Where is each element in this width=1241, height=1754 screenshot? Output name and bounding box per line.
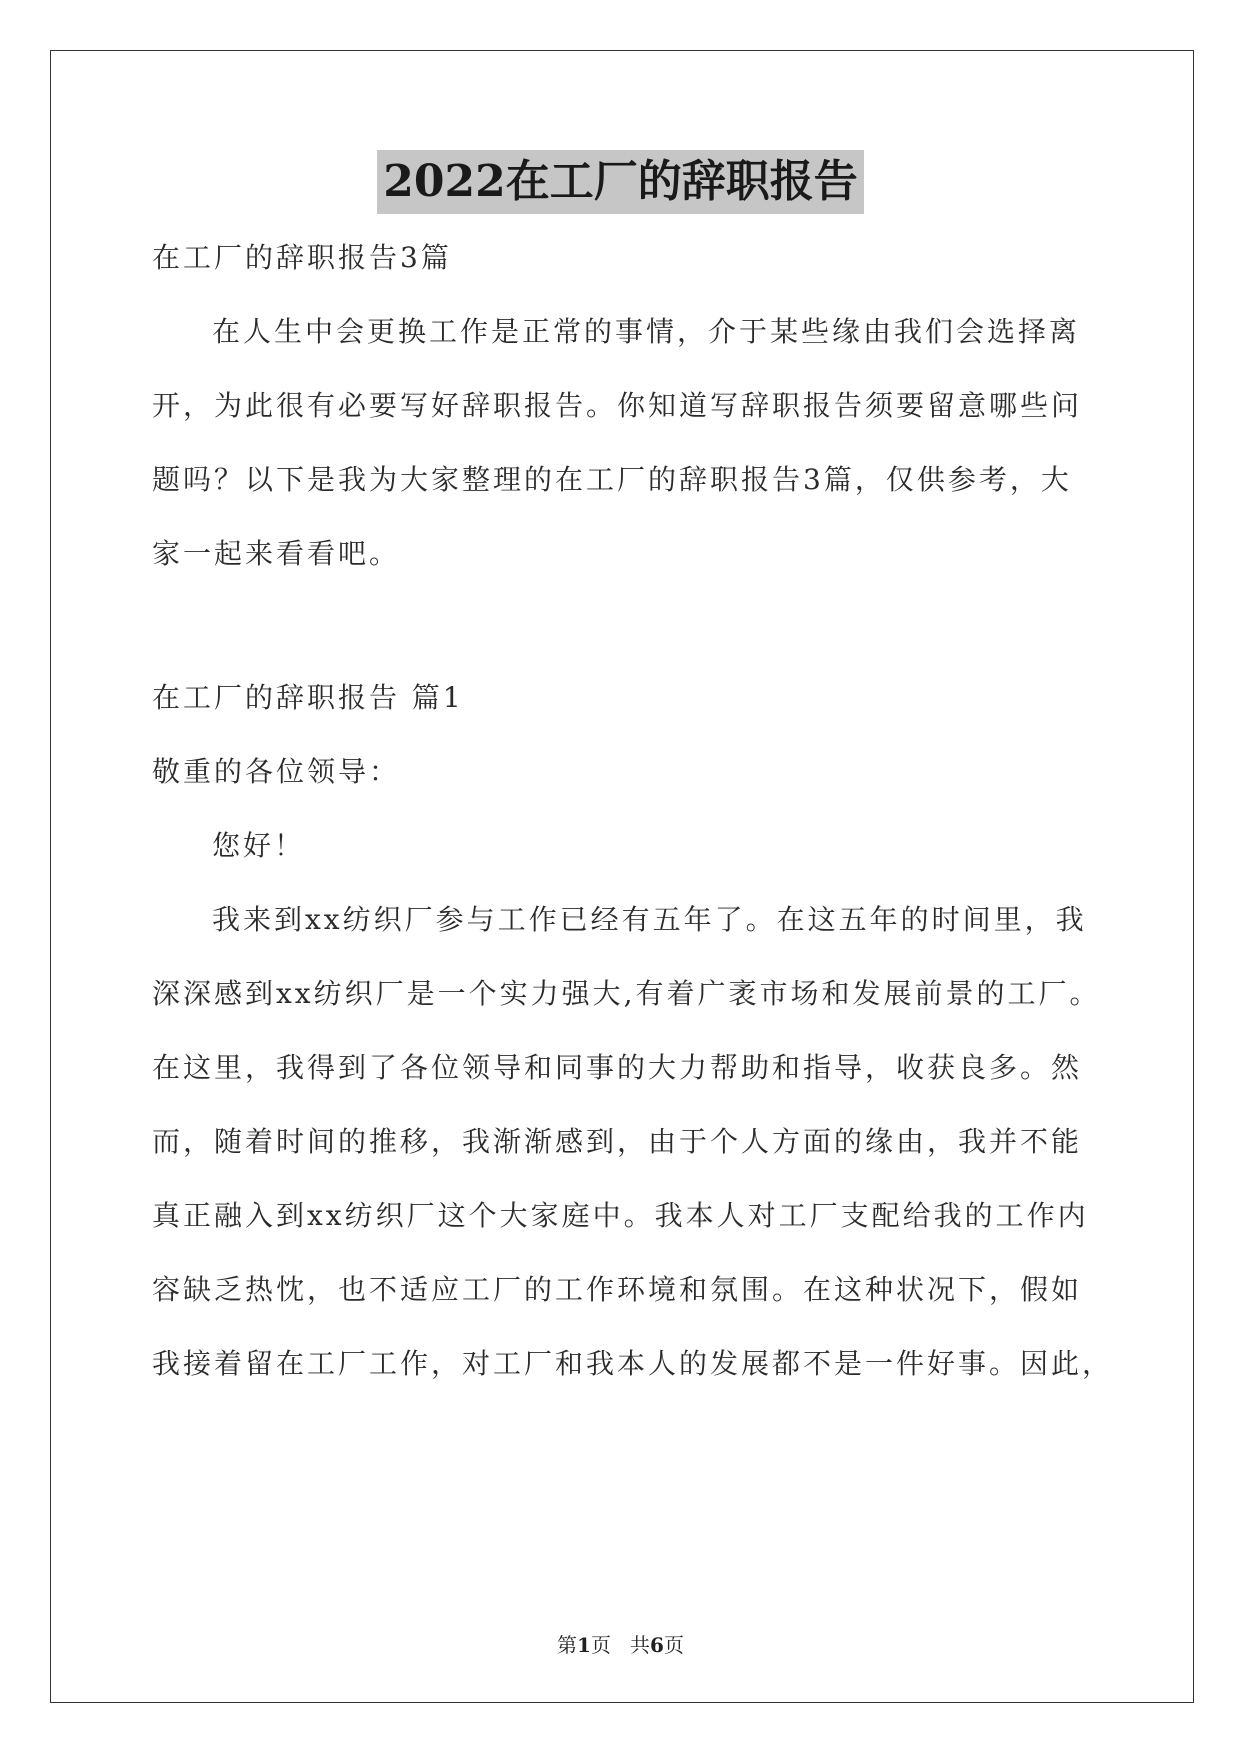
paragraph-line: 我来到xx纺织厂参与工作已经有五年了。在这五年的时间里，我 xyxy=(212,903,1087,936)
paragraph-line: 真正融入到xx纺织厂这个大家庭中。我本人对工厂支配给我的工作内 xyxy=(152,1199,1089,1232)
paragraph-line: 家一起来看看吧。 xyxy=(152,537,401,570)
paragraph-line: 容缺乏热忱，也不适应工厂的工作环境和氛围。在这种状况下，假如 xyxy=(152,1273,1083,1306)
total-prefix: 共 xyxy=(630,1633,651,1657)
section-heading: 在工厂的辞职报告 篇1 xyxy=(152,681,464,714)
paragraph-line: 开，为此很有必要写好辞职报告。你知道写辞职报告须要留意哪些问 xyxy=(152,389,1083,422)
page-prefix: 第 xyxy=(557,1633,578,1657)
page-suffix: 页 xyxy=(590,1633,611,1657)
paragraph-line: 而，随着时间的推移，我渐渐感到，由于个人方面的缘由，我并不能 xyxy=(152,1125,1083,1158)
paragraph-line: 深深感到xx纺织厂是一个实力强大,有着广袤市场和发展前景的工厂。 xyxy=(152,977,1101,1010)
paragraph-line: 题吗？以下是我为大家整理的在工厂的辞职报告3篇，仅供参考，大 xyxy=(152,463,1072,496)
total-suffix: 页 xyxy=(663,1633,684,1657)
salutation: 敬重的各位领导： xyxy=(152,755,401,788)
document-title: 2022在工厂的辞职报告 xyxy=(377,150,863,214)
page-number: 1 xyxy=(577,1633,591,1657)
paragraph-line: 在这里，我得到了各位领导和同事的大力帮助和指导，收获良多。然 xyxy=(152,1051,1083,1084)
paragraph-line: 在人生中会更换工作是正常的事情，介于某些缘由我们会选择离 xyxy=(212,315,1081,348)
title-container xyxy=(0,150,1241,214)
greeting: 您好！ xyxy=(212,829,306,862)
total-pages: 6 xyxy=(650,1633,664,1657)
paragraph-line: 我接着留在工厂工作，对工厂和我本人的发展都不是一件好事。因此， xyxy=(152,1347,1114,1380)
subtitle-line: 在工厂的辞职报告3篇 xyxy=(152,241,452,274)
page-border xyxy=(50,50,1194,1703)
page-footer xyxy=(0,1632,1241,1658)
